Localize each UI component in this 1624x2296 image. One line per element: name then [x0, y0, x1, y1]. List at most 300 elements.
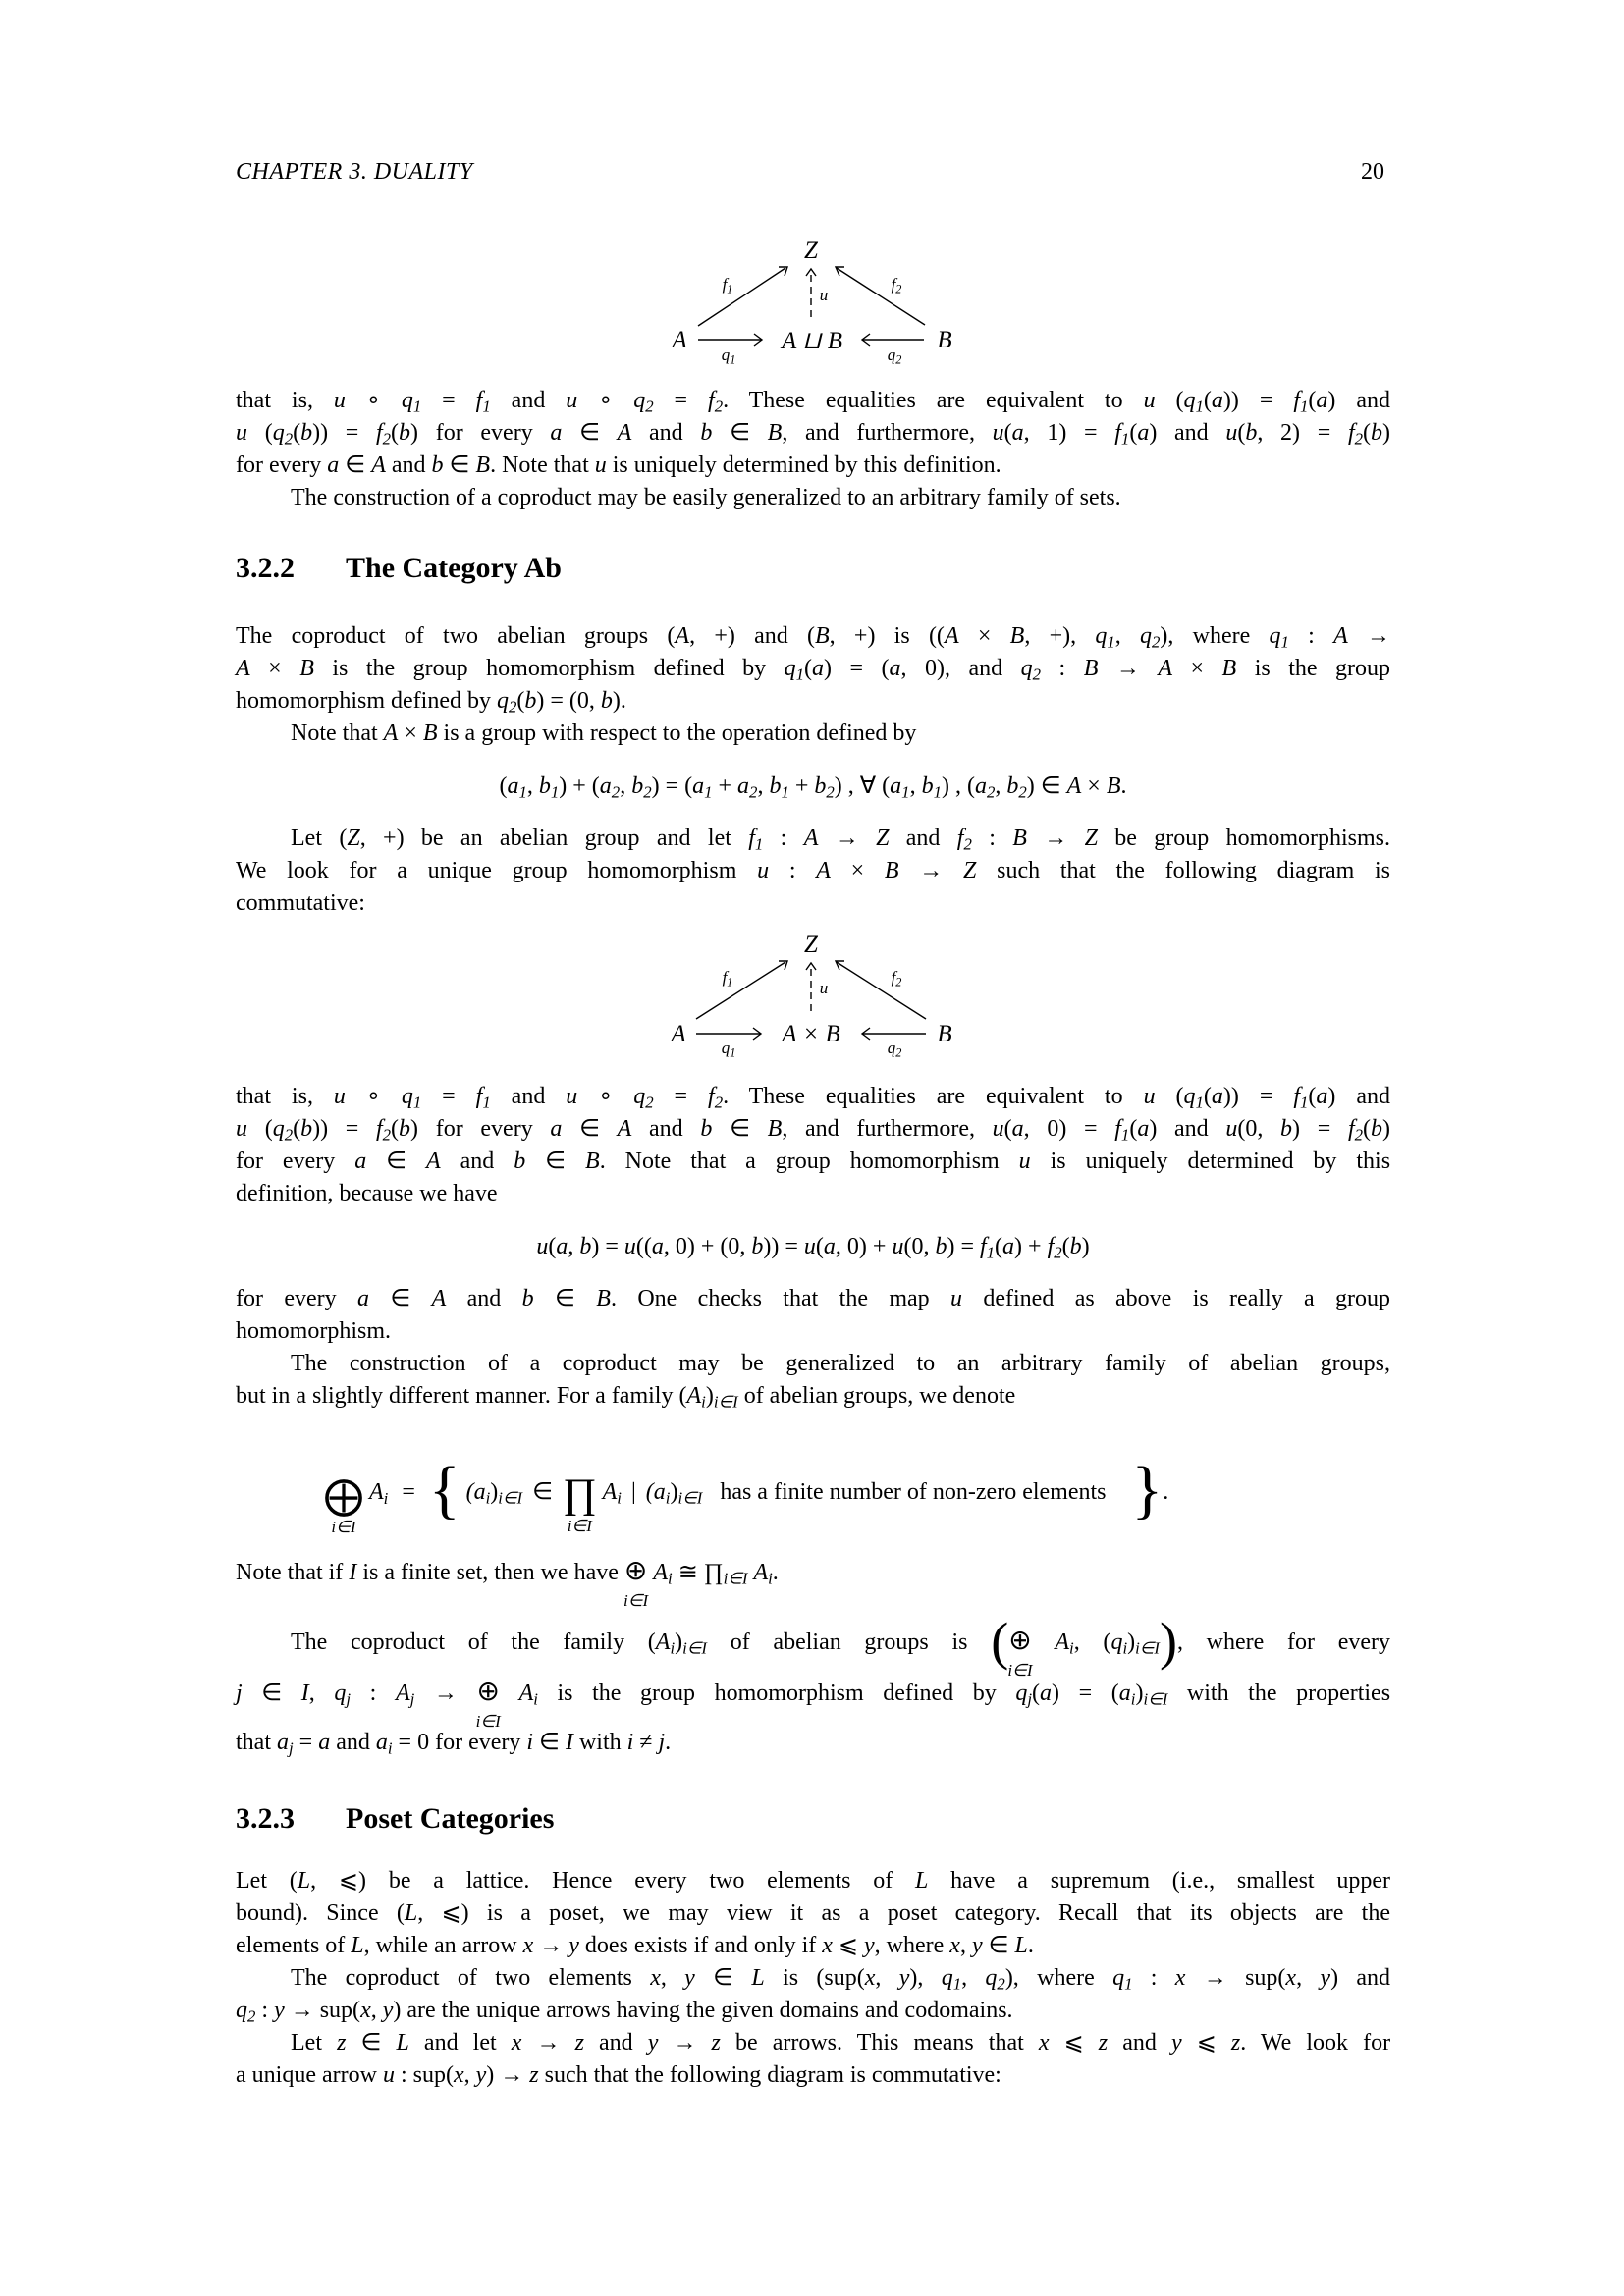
- math-symbol: z: [574, 2030, 584, 2056]
- text-run: , +) be an abelian group and let: [359, 826, 749, 851]
- text-line: [236, 1315, 1390, 1348]
- math-symbol: a: [507, 774, 519, 799]
- math-symbol: b: [631, 774, 644, 799]
- subscript: 2: [749, 782, 758, 802]
- math-symbol: a: [974, 774, 987, 799]
- text-run: and let: [408, 2030, 512, 2056]
- math-symbol: y: [898, 1965, 910, 1991]
- running-header-title: CHAPTER 3. DUALITY: [236, 159, 473, 185]
- subscript: i: [1069, 1638, 1074, 1658]
- math-symbol: b: [1069, 1234, 1082, 1259]
- math-symbol: x: [360, 1998, 371, 2023]
- text-run: ∈: [562, 420, 618, 446]
- subscript: 2: [1032, 665, 1042, 684]
- text-run: ) are the unique arrows having the given domains and codomains.: [393, 1998, 1013, 2023]
- subscript: 1: [1120, 1125, 1130, 1145]
- node-Z: Z: [804, 238, 818, 264]
- text-run: (: [391, 1116, 400, 1142]
- text-run: :: [763, 826, 804, 851]
- text-run: , where: [874, 1933, 950, 1958]
- text-run: ∈: [712, 1116, 768, 1142]
- subscript: i∈I: [723, 1569, 748, 1588]
- text-run: →: [533, 1933, 569, 1958]
- text-run: ∘: [345, 388, 402, 413]
- math-symbol: f: [1347, 1116, 1355, 1142]
- text-run: (: [1363, 420, 1371, 446]
- math-symbol: B: [767, 1116, 783, 1142]
- subscript: 1: [986, 1243, 996, 1262]
- text-run: ): [1382, 420, 1390, 446]
- text-run: (: [1129, 420, 1138, 446]
- math-symbol: z: [711, 2030, 721, 2056]
- text-run: a unique arrow: [236, 2062, 383, 2088]
- text-line: [236, 620, 1390, 653]
- text-line: [236, 1348, 1390, 1380]
- math-symbol: y: [684, 1965, 695, 1991]
- math-symbol: q: [1140, 623, 1152, 649]
- math-symbol: B: [422, 721, 438, 746]
- text-run: (: [293, 1116, 301, 1142]
- math-symbol: a: [1316, 1084, 1328, 1109]
- text-run: , ⩽) is a poset, we may view it as a poset category. Recall that its objects are the: [417, 1900, 1390, 1926]
- subscript: 1: [518, 782, 527, 802]
- text-run: ,: [660, 1965, 685, 1991]
- math-symbol: f: [475, 388, 483, 413]
- subscript: j: [409, 1689, 415, 1709]
- text-run: ) for every: [410, 1116, 551, 1142]
- math-symbol: Z: [1084, 826, 1098, 851]
- text-run: that: [236, 1730, 277, 1755]
- text-run: for every: [236, 1286, 357, 1311]
- subscript: 1: [704, 782, 713, 802]
- oplus-index: i∈I: [623, 1591, 649, 1610]
- subscript: 2: [284, 1125, 294, 1145]
- math-symbol: b: [1280, 1116, 1293, 1142]
- text-run: ∈: [242, 1681, 301, 1706]
- text-run: :: [971, 826, 1013, 851]
- text-run: We look for a unique group homomorphism: [236, 858, 758, 883]
- text-run: ∘: [345, 1084, 402, 1109]
- math-symbol: A: [383, 721, 399, 746]
- math-symbol: a: [550, 1116, 563, 1142]
- math-symbol: q: [1269, 623, 1281, 649]
- text-run: (: [247, 1116, 273, 1142]
- lhs-sub: i: [383, 1488, 389, 1508]
- subscript: 1: [412, 1093, 422, 1112]
- text-run: =: [653, 1084, 709, 1109]
- math-symbol: a: [1211, 388, 1223, 413]
- text-run: :: [1041, 656, 1084, 681]
- math-symbol: I: [565, 1730, 573, 1755]
- text-run: defined as above is really a group: [962, 1286, 1391, 1311]
- text-run: =: [421, 388, 476, 413]
- oplus-operator: [1007, 1625, 1033, 1680]
- math-symbol: A: [236, 656, 250, 681]
- math-symbol: i: [526, 1730, 534, 1755]
- math-symbol: b: [399, 420, 411, 446]
- math-symbol: b: [814, 774, 827, 799]
- subscript: 2: [986, 782, 996, 802]
- subscript: i: [670, 1638, 676, 1658]
- text-run: →: [898, 858, 964, 883]
- text-line: [236, 1995, 1390, 2027]
- math-symbol: u: [1225, 420, 1238, 446]
- math-symbol: a: [737, 774, 750, 799]
- math-symbol: B: [1012, 826, 1027, 851]
- math-symbol: b: [700, 420, 713, 446]
- text-run: (: [995, 1234, 1003, 1259]
- text-run: ∈: [339, 453, 372, 478]
- lhs-A: A: [369, 1479, 384, 1505]
- math-symbol: I: [300, 1681, 309, 1706]
- text-run: ∈: [369, 1286, 432, 1311]
- math-symbol: b: [300, 420, 313, 446]
- text-run: ) and: [1330, 1965, 1391, 1991]
- text-run: :: [769, 858, 817, 883]
- math-symbol: B: [1083, 656, 1099, 681]
- text-run: ∈: [525, 1148, 586, 1174]
- subscript: 1: [482, 1093, 491, 1112]
- math-symbol: u: [536, 1234, 549, 1259]
- text-run: have a supremum (i.e., smallest upper: [928, 1868, 1391, 1894]
- text-run: = 0 for every: [392, 1730, 527, 1755]
- text-run: (: [1203, 1084, 1212, 1109]
- math-symbol: A: [816, 858, 831, 883]
- text-run: ) and: [1327, 1084, 1390, 1109]
- math-symbol: B: [585, 1148, 600, 1174]
- math-symbol: y: [274, 1998, 285, 2023]
- math-symbol: u: [950, 1286, 963, 1311]
- tuple-open: (a: [465, 1479, 486, 1505]
- text-run: and: [1108, 2030, 1171, 2056]
- math-symbol: u: [803, 1234, 816, 1259]
- text-run: ,: [620, 774, 632, 799]
- math-symbol: z: [337, 2030, 347, 2056]
- math-symbol: A: [803, 826, 819, 851]
- subscript: 2: [1354, 429, 1363, 449]
- text-run: (: [548, 1234, 557, 1259]
- math-symbol: q: [401, 1084, 413, 1109]
- math-symbol: x: [822, 1933, 833, 1958]
- math-symbol: a: [889, 656, 901, 681]
- text-run: ⩽: [1049, 2030, 1099, 2056]
- text-run: , 0) +: [835, 1234, 893, 1259]
- text-run: =: [293, 1730, 319, 1755]
- text-run: is uniquely determined by this: [1030, 1148, 1391, 1174]
- arrow-f1: [696, 962, 785, 1019]
- text-run: , 0) + (0,: [663, 1234, 752, 1259]
- text-line: [236, 1283, 1390, 1315]
- big-paren: (: [991, 1612, 1009, 1671]
- text-run: and: [330, 1730, 376, 1755]
- text-run: of abelian groups is: [707, 1629, 992, 1655]
- text-run: commutative:: [236, 890, 365, 916]
- subscript: 2: [997, 1974, 1005, 1994]
- text-run: ),: [909, 1965, 942, 1991]
- math-symbol: L: [404, 1900, 418, 1926]
- prod-index: i∈I: [567, 1517, 592, 1535]
- math-symbol: b: [769, 774, 782, 799]
- math-symbol: i: [626, 1730, 634, 1755]
- text-run: ) =: [1292, 1116, 1348, 1142]
- math-symbol: q: [272, 1116, 285, 1142]
- math-symbol: u: [594, 453, 607, 478]
- math-symbol: B: [299, 656, 314, 681]
- math-symbol: B: [767, 420, 783, 446]
- node-Z: Z: [804, 932, 818, 958]
- text-run: ) = (: [1052, 1681, 1119, 1706]
- text-line: [236, 1865, 1390, 1897]
- node-product: A × B: [782, 1021, 840, 1047]
- text-run: . Note that a group homomorphism: [599, 1148, 1019, 1174]
- math-symbol: b: [579, 1234, 592, 1259]
- text-run: with the properties: [1167, 1681, 1391, 1706]
- node-A: A: [672, 327, 687, 353]
- math-symbol: y: [475, 2062, 487, 2088]
- math-symbol: L: [915, 1868, 929, 1894]
- text-run: homomorphism.: [236, 1318, 392, 1344]
- set-builder-rest: [602, 1479, 1132, 1508]
- text-run: ∈: [533, 1286, 597, 1311]
- text-run: ): [1135, 1681, 1144, 1706]
- text-run: ,: [568, 1234, 580, 1259]
- text-run: bound). Since (: [236, 1900, 405, 1926]
- text-run: The coproduct of two elements: [291, 1965, 651, 1991]
- text-run: :: [255, 1998, 275, 2023]
- text-run: ) + (: [559, 774, 600, 799]
- big-prod: ∏ i∈I: [563, 1471, 597, 1535]
- math-symbol: x: [949, 1933, 960, 1958]
- subscript: i: [1130, 1689, 1136, 1709]
- text-run: ≠: [633, 1730, 659, 1755]
- big-oplus: ⨁ i∈I: [324, 1473, 363, 1536]
- math-symbol: j: [236, 1681, 243, 1706]
- math-symbol: a: [1137, 420, 1150, 446]
- math-symbol: a: [692, 774, 705, 799]
- math-symbol: q: [1183, 1084, 1196, 1109]
- text-run: ∈: [982, 1933, 1015, 1958]
- tuple2-index: i∈I: [677, 1488, 703, 1508]
- subscript: 1: [1124, 1974, 1133, 1994]
- subscript: 2: [1054, 1243, 1062, 1262]
- math-symbol: q: [1095, 623, 1108, 649]
- tuple2-open: (a: [645, 1479, 666, 1505]
- math-symbol: f: [375, 420, 383, 446]
- math-symbol: a: [318, 1730, 331, 1755]
- math-symbol: L: [396, 2030, 409, 2056]
- text-run: Note that if: [236, 1560, 350, 1585]
- math-symbol: q: [633, 1084, 646, 1109]
- such-that-bar: |: [630, 1479, 636, 1505]
- condition-text: has a finite number of non-zero elements: [720, 1479, 1107, 1505]
- text-run: ).: [612, 688, 626, 714]
- subscript: i: [768, 1569, 773, 1588]
- math-symbol: A: [655, 1629, 671, 1655]
- text-run: →: [818, 826, 877, 851]
- math-symbol: q: [272, 420, 285, 446]
- text-run: , 0) =: [1023, 1116, 1115, 1142]
- subscript: 1: [1280, 632, 1289, 652]
- text-run: does exists if and only if: [578, 1933, 823, 1958]
- text-run: and: [446, 1286, 522, 1311]
- text-run: ∘: [577, 388, 634, 413]
- math-symbol: q: [334, 1681, 347, 1706]
- text-run: (: [1237, 420, 1246, 446]
- tuple-sub: i: [485, 1488, 491, 1508]
- text-run: )) =: [1222, 1084, 1294, 1109]
- subscript: i: [1122, 1638, 1128, 1658]
- right-brace: }: [1131, 1454, 1164, 1525]
- math-symbol: A: [686, 1383, 702, 1409]
- math-symbol: a: [1040, 1681, 1053, 1706]
- math-symbol: b: [521, 1286, 534, 1311]
- node-A: A: [671, 1021, 686, 1047]
- math-symbol: B: [1009, 623, 1025, 649]
- math-symbol: a: [812, 656, 824, 681]
- math-symbol: b: [1371, 420, 1382, 446]
- math-symbol: a: [277, 1730, 289, 1755]
- math-symbol: A: [518, 1681, 534, 1706]
- math-symbol: b: [1245, 420, 1258, 446]
- text-run: is a finite set, then we have: [356, 1560, 624, 1585]
- math-symbol: u: [236, 1116, 247, 1142]
- text-run: (0,: [903, 1234, 936, 1259]
- text-run: , +) and (: [689, 623, 815, 649]
- text-run: (: [293, 420, 301, 446]
- subscript: 2: [1354, 1125, 1363, 1145]
- text-run: and: [490, 1084, 567, 1109]
- text-run: with: [572, 1730, 627, 1755]
- text-run: ) , (: [941, 774, 975, 799]
- text-run: ) , ∀ (: [834, 774, 891, 799]
- text-line: [236, 2027, 1390, 2059]
- text-run: ) →: [486, 2062, 530, 2088]
- math-symbol: A: [426, 1148, 441, 1174]
- text-run: ) =: [591, 1234, 624, 1259]
- subscript: 1: [1120, 429, 1130, 449]
- section-number: 3.2.3: [236, 1802, 295, 1835]
- text-run: such that the following diagram is: [976, 858, 1390, 883]
- math-symbol: A: [1158, 656, 1173, 681]
- text-run: (: [1308, 388, 1317, 413]
- subscript: 2: [508, 697, 517, 717]
- subscript: j: [346, 1689, 352, 1709]
- text-run: but in a slightly different manner. For a family (: [236, 1383, 687, 1409]
- math-symbol: f: [1047, 1234, 1055, 1259]
- text-run: ,: [875, 1965, 899, 1991]
- math-symbol: a: [357, 1286, 369, 1311]
- text-run: )) =: [1222, 388, 1294, 413]
- math-symbol: f: [708, 1084, 715, 1109]
- math-symbol: u: [382, 2062, 395, 2088]
- text-run: Let (: [236, 1868, 298, 1894]
- math-symbol: B: [1106, 774, 1121, 799]
- text-run: . These equalities are equivalent to: [723, 388, 1144, 413]
- text-run: The coproduct of two abelian groups (: [236, 623, 676, 649]
- subscript: 1: [795, 665, 804, 684]
- text-run: : sup(: [394, 2062, 454, 2088]
- tuple2-sub: i: [665, 1488, 671, 1508]
- text-line: [236, 1676, 1391, 1731]
- text-run: (: [815, 1234, 824, 1259]
- math-symbol: b: [514, 1148, 526, 1174]
- text-line: [236, 653, 1390, 685]
- display-equation: [236, 1231, 1390, 1263]
- text-line: [236, 1612, 1391, 1680]
- label-f1: $f_1$: [722, 275, 733, 296]
- subscript: 2: [382, 1125, 392, 1145]
- text-run: The coproduct of the family (: [291, 1629, 656, 1655]
- text-run: (: [1308, 1084, 1317, 1109]
- subscript: 2: [247, 2006, 256, 2026]
- label-u: u: [819, 286, 829, 304]
- text-run: ): [1081, 1234, 1090, 1259]
- oplus-index: i∈I: [475, 1712, 501, 1731]
- oplus-operator: [623, 1555, 649, 1610]
- text-line: [236, 1930, 1390, 1962]
- element-of: ∈: [532, 1479, 554, 1505]
- text-line: [236, 1897, 1390, 1930]
- text-run: . One checks that the map: [610, 1286, 951, 1311]
- text-line: [236, 2059, 1390, 2092]
- subscript: i: [701, 1392, 706, 1412]
- math-symbol: b: [524, 688, 537, 714]
- text-run: ∈: [562, 1116, 618, 1142]
- text-run: and: [889, 826, 957, 851]
- math-symbol: j: [658, 1730, 666, 1755]
- tuple-index: i∈I: [498, 1488, 523, 1508]
- math-symbol: b: [935, 1234, 947, 1259]
- subscript: i∈I: [1143, 1689, 1168, 1709]
- math-symbol: b: [1371, 1116, 1382, 1142]
- subscript: i: [387, 1738, 393, 1758]
- math-symbol: A: [431, 1286, 447, 1311]
- math-symbol: A: [1055, 1629, 1070, 1655]
- text-run: be arrows. This means that: [720, 2030, 1039, 2056]
- math-symbol: a: [1316, 388, 1328, 413]
- text-run: ), where: [1160, 623, 1270, 649]
- set-builder: [465, 1479, 563, 1508]
- text-run: (: [1129, 1116, 1138, 1142]
- text-run: , +),: [1024, 623, 1096, 649]
- text-run: :: [351, 1681, 396, 1706]
- text-run: → sup(: [284, 1998, 361, 2023]
- math-symbol: f: [1114, 420, 1121, 446]
- text-line: [236, 1962, 1390, 1995]
- subscript: 1: [550, 782, 560, 802]
- text-run: ,: [961, 1965, 986, 1991]
- text-run: ) and: [1149, 420, 1226, 446]
- text-run: ) and: [1327, 388, 1390, 413]
- text-line: [236, 855, 1390, 887]
- text-run: )) =: [312, 1116, 376, 1142]
- subscript: 1: [412, 397, 422, 416]
- math-symbol: a: [1011, 420, 1024, 446]
- text-run: ×: [249, 656, 300, 681]
- math-symbol: a: [651, 1234, 664, 1259]
- text-run: ×: [958, 623, 1010, 649]
- section-heading-3-2-2: [236, 552, 562, 585]
- text-run: .: [1027, 1933, 1034, 1958]
- math-symbol: u: [566, 1084, 578, 1109]
- math-symbol: q: [985, 1965, 998, 1991]
- subscript: 2: [1152, 632, 1161, 652]
- text-line: [236, 385, 1390, 417]
- text-run: and: [631, 1116, 701, 1142]
- text-run: , +) is ((: [829, 623, 945, 649]
- text-run: , 0), and: [900, 656, 1021, 681]
- subscript: 2: [284, 429, 294, 449]
